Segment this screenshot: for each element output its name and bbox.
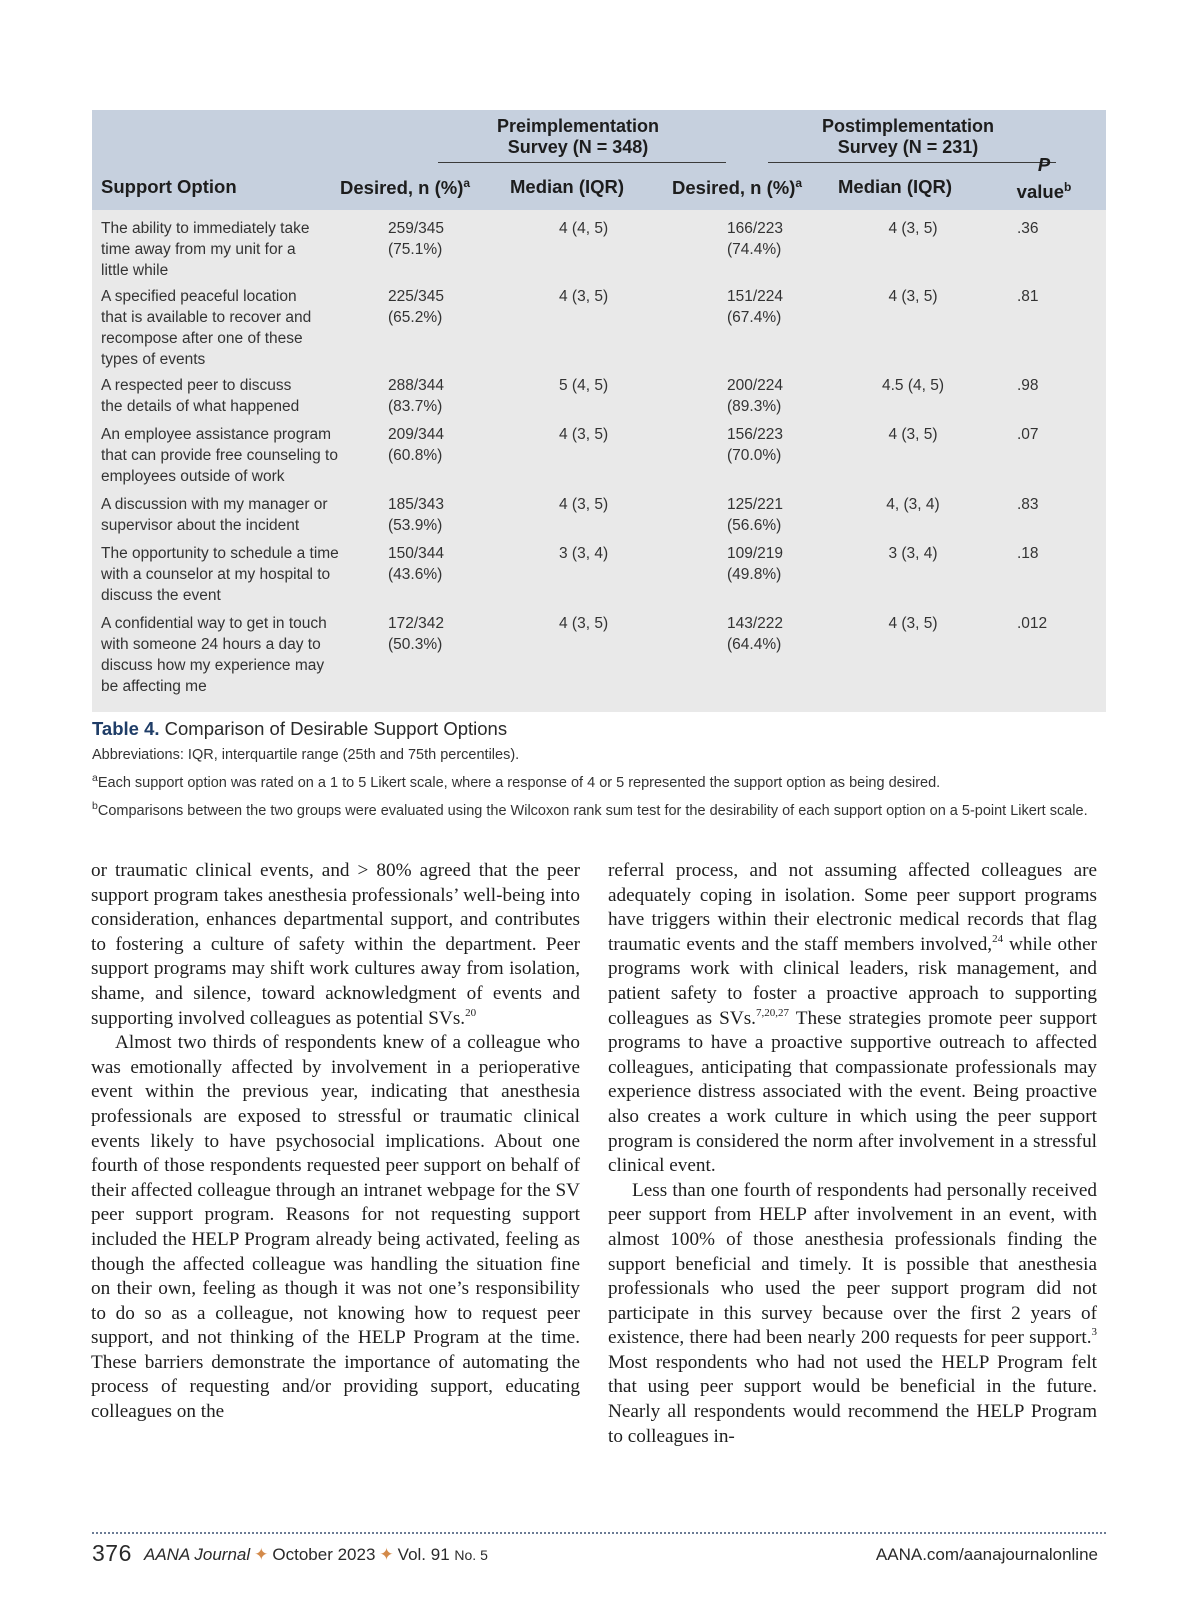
diamond-separator-icon: ✦	[379, 1545, 394, 1564]
post-median-cell: 4 (3, 5)	[888, 220, 938, 237]
page-number: 376	[92, 1540, 132, 1566]
post-desired-column-header: Desired, n (%)$^a$	[672, 176, 803, 198]
post-median-cell: 3 (3, 4)	[888, 545, 938, 562]
p-value-cell: .07	[1017, 426, 1039, 443]
table-header	[92, 110, 1106, 210]
pre-desired-cell: 288/344 (83.7%)	[388, 377, 445, 415]
paragraph: Less than one fourth of respondents had personally received peer support from HELP after involvement in an event, with almost 100% of those anesthesia professionals finding the support beneficial and timely. It is possible that anesthesia professionals who used the peer support program did not participate in this survey because over the first 2 years of existence, there had been nearly 200 requests for peer support.$^3$ Most respondents who had not used the HELP Program felt that using peer support would be beneficial in the future. Nearly all respondents would recommend the HELP Program to colleagues in-	[608, 1179, 1097, 1447]
preimplementation-group-rule	[438, 162, 726, 163]
pre-median-cell: 4 (4, 5)	[559, 220, 609, 237]
volume: Vol. 91	[397, 1545, 450, 1564]
p-value-cell: .012	[1017, 615, 1048, 632]
support-option-cell: The opportunity to schedule a time with a counselor at my hospital to discuss the event	[101, 545, 339, 604]
support-option-cell: An employee assistance program that can provide free counseling to employees outside of work	[101, 426, 338, 485]
table-title-text: Comparison of Desirable Support Options	[164, 718, 508, 739]
support-options-table	[92, 110, 1106, 712]
table-row	[92, 286, 1106, 375]
page-footer	[92, 1540, 1106, 1574]
paragraph: Almost two thirds of respondents knew of a colleague who was emotionally affected by involvement in a perioperative event within the previous year, indicating that anesthesia professionals are exposed to stressful or traumatic clinical events likely to have psychosocial implications. About one fourth of those respondents requested peer support on behalf of their affected colleague through an intranet webpage for the SV peer support program. Reasons for not requesting support included the HELP Program already being activated, feeling as though the affected colleague was handling the situation fine on their own, feeling as though it was not one’s responsibility to do so as a colleague, not knowing how to request peer support, and not thinking of the HELP Program at the time. These barriers demonstrate the importance of automating the process of requesting and/or providing support, educating colleagues on the	[91, 1032, 580, 1423]
pre-desired-cell: 185/343 (53.9%)	[388, 496, 445, 534]
pre-desired-cell: 259/345 (75.1%)	[388, 220, 445, 258]
pre-median-cell: 4 (3, 5)	[559, 496, 609, 513]
support-option-cell: The ability to immediately take time away from my unit for a little while	[101, 220, 310, 279]
issue-number: No. 5	[454, 1547, 488, 1563]
support-option-column-header: Support Option	[101, 176, 237, 197]
table-row	[92, 375, 1106, 424]
paragraph: referral process, and not assuming affected colleagues are adequately coping in isolation. Some peer support programs have triggers within their electronic medical records that flag traumatic events and the staff members involved,$^{24}$ while other programs work with clinical leaders, risk management, and patient safety to foster a proactive approach to supporting colleagues as SVs.$^{7,20,27}$ These strategies promote peer support programs to have a proactive supportive outreach to affected colleagues, anticipating that compassionate professionals may experience distress associated with the event. Being proactive also creates a work culture in which using the peer support program is considered the norm after involvement in a stressful clinical event.	[608, 860, 1097, 1177]
journal-website-link[interactable]: AANA.com/aanajournalonline	[875, 1545, 1098, 1564]
post-median-cell: 4, (3, 4)	[886, 496, 940, 513]
p-value-cell: .98	[1017, 377, 1039, 394]
table-row	[92, 494, 1106, 543]
support-option-cell: A specified peaceful location that is available to recover and recompose after one of these types of events	[101, 288, 312, 368]
body-column-right	[608, 859, 1097, 1449]
support-option-cell: A discussion with my manager or supervisor about the incident	[101, 496, 328, 534]
table-caption	[92, 718, 1106, 823]
post-median-cell: 4 (3, 5)	[888, 426, 938, 443]
pre-median-column-header: Median (IQR)	[510, 176, 625, 197]
pre-median-cell: 4 (3, 5)	[559, 615, 609, 632]
support-option-cell: A confidential way to get in touch with someone 24 hours a day to discuss how my experience may be affecting me	[101, 615, 327, 695]
post-desired-cell: 156/223 (70.0%)	[727, 426, 784, 464]
p-value-cell: .18	[1017, 545, 1039, 562]
journal-name: AANA Journal	[144, 1545, 251, 1564]
support-option-cell: A respected peer to discuss the details of what happened	[101, 377, 300, 415]
footnote-a: $^a$Each support option was rated on a 1 to 5 Likert scale, where a response of 4 or 5 represented the support option as being desired.	[92, 772, 941, 791]
journal-citation	[144, 1545, 488, 1565]
paragraph: or traumatic clinical events, and > 80% agreed that the peer support program takes anesthesia professionals’ well-being into consideration, enhances departmental support, and contributes to fostering a culture of safety within the department. Peer support programs may shift work cultures away from isolation, shame, and silence, toward acknowledgment of events and supporting involved colleagues as potential SVs.$^{20}$	[91, 860, 580, 1029]
footnote-b: $^b$Comparisons between the two groups were evaluated using the Wilcoxon rank sum test for the desirability of each support option on a 5-point Likert scale.	[92, 800, 1088, 819]
pre-desired-cell: 225/345 (65.2%)	[388, 288, 445, 326]
citation: 3	[1091, 1326, 1097, 1339]
pre-desired-cell: 150/344 (43.6%)	[388, 545, 445, 583]
table-title	[92, 718, 1106, 740]
citation: 20	[465, 1006, 477, 1019]
diamond-separator-icon: ✦	[254, 1545, 269, 1564]
post-desired-cell: 151/224 (67.4%)	[727, 288, 784, 326]
abbreviations-note: Abbreviations: IQR, interquartile range (25th and 75th percentiles).	[92, 747, 520, 763]
post-desired-cell: 143/222 (64.4%)	[727, 615, 784, 653]
p-value-column-header: P value$^b$	[1016, 154, 1072, 202]
pre-median-cell: 4 (3, 5)	[559, 288, 609, 305]
post-median-cell: 4 (3, 5)	[888, 615, 938, 632]
pre-desired-cell: 172/342 (50.3%)	[388, 615, 445, 653]
body-column-left	[91, 859, 580, 1425]
p-value-cell: .83	[1017, 496, 1039, 513]
postimplementation-group-header: Postimplementation Survey (N = 231)	[821, 116, 995, 157]
post-desired-cell: 109/219 (49.8%)	[727, 545, 784, 583]
table-label: Table 4.	[92, 718, 160, 739]
footer-dotted-rule	[92, 1532, 1106, 1534]
post-median-cell: 4.5 (4, 5)	[881, 377, 945, 394]
post-median-cell: 4 (3, 5)	[888, 288, 938, 305]
p-value-cell: .36	[1017, 220, 1039, 237]
preimplementation-group-header: Preimplementation Survey (N = 348)	[496, 116, 660, 157]
table-row	[92, 543, 1106, 613]
table-row	[92, 424, 1106, 494]
citation: 7,20,27	[755, 1006, 789, 1019]
pre-desired-column-header: Desired, n (%)$^a$	[340, 176, 471, 198]
table-body	[92, 210, 1106, 705]
post-desired-cell: 200/224 (89.3%)	[727, 377, 784, 415]
post-median-column-header: Median (IQR)	[838, 176, 953, 197]
p-value-cell: .81	[1017, 288, 1039, 305]
citation: 24	[992, 932, 1004, 945]
post-desired-cell: 125/221 (56.6%)	[727, 496, 784, 534]
pre-median-cell: 4 (3, 5)	[559, 426, 609, 443]
post-desired-cell: 166/223 (74.4%)	[727, 220, 784, 258]
pre-median-cell: 3 (3, 4)	[559, 545, 609, 562]
table-row	[92, 218, 1106, 286]
pre-desired-cell: 209/344 (60.8%)	[388, 426, 445, 464]
pre-median-cell: 5 (4, 5)	[559, 377, 609, 394]
issue-date: October 2023	[272, 1545, 376, 1564]
table-row	[92, 613, 1106, 705]
